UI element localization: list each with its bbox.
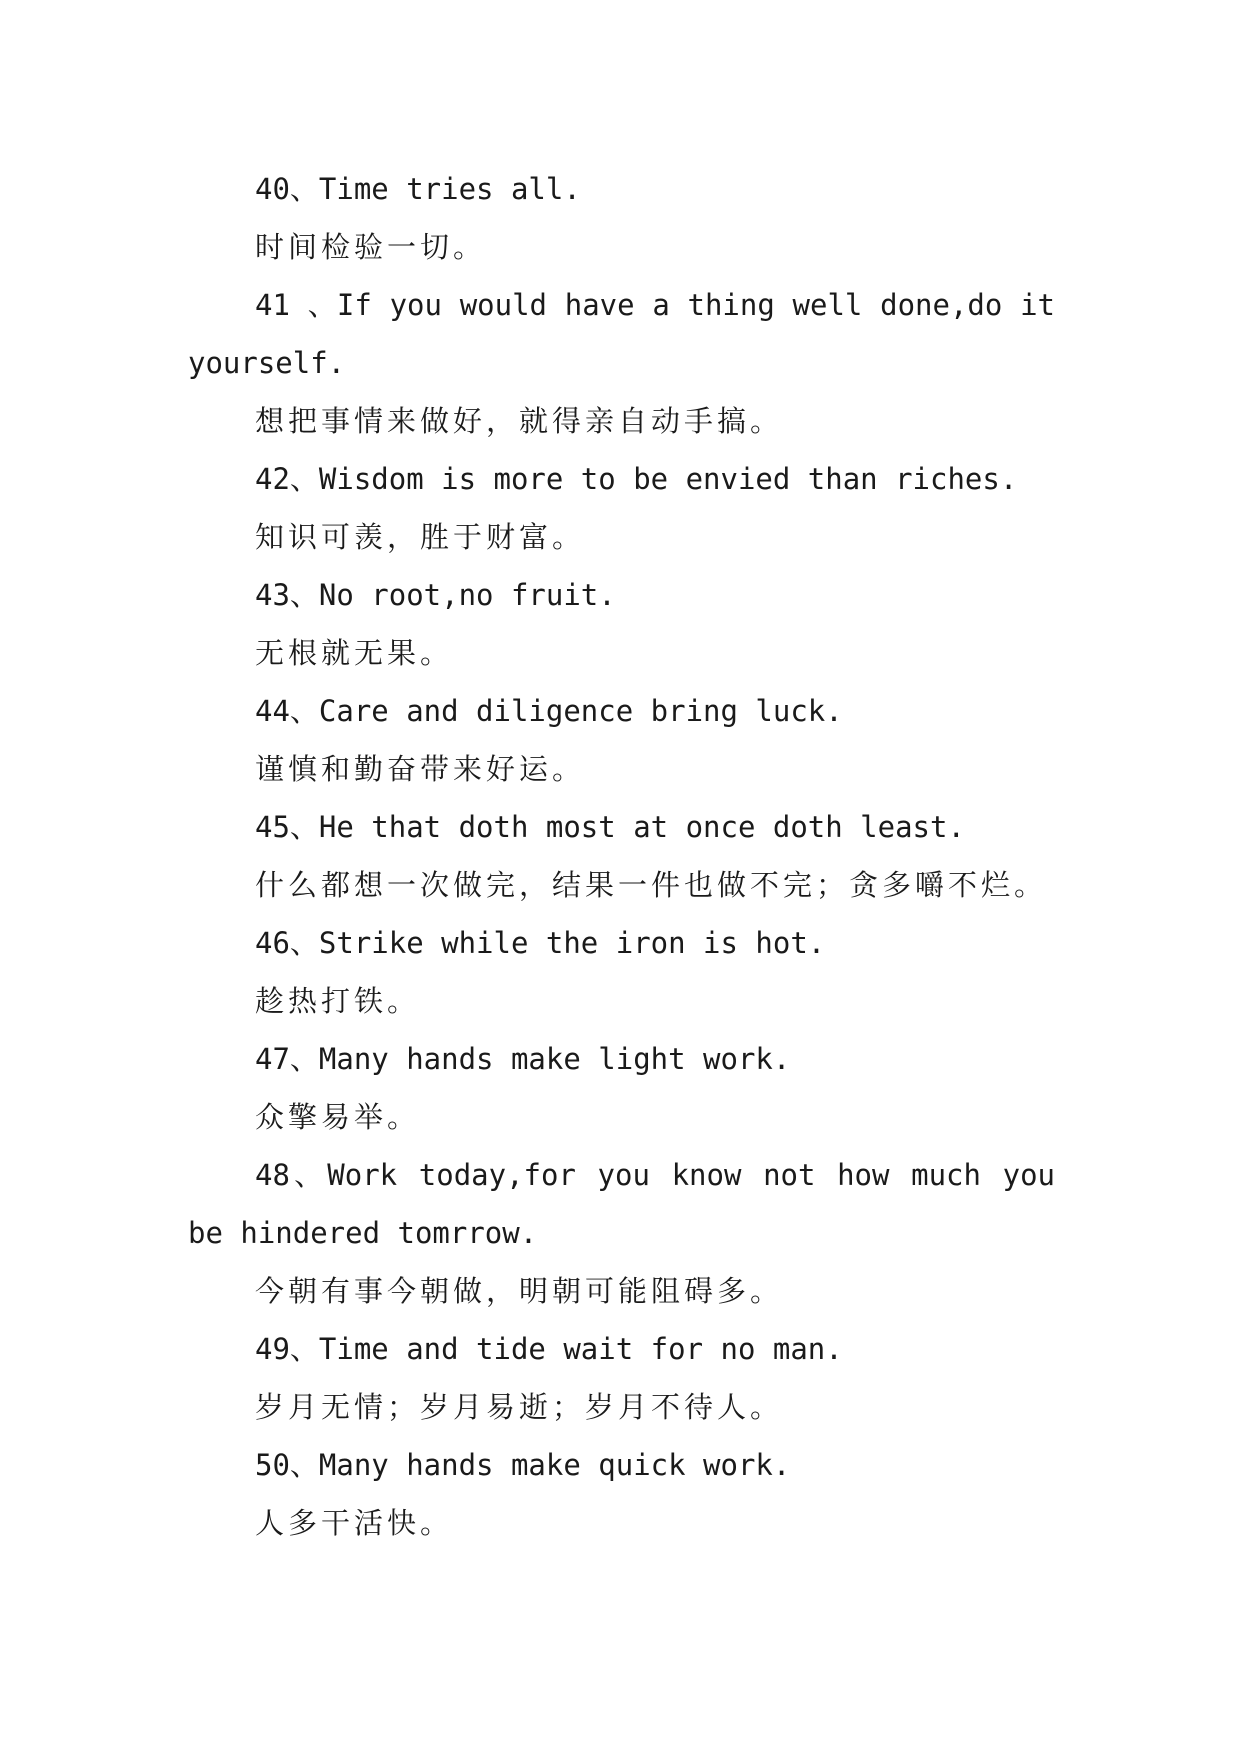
proverb-41-chinese: 想把事情来做好，就得亲自动手搞。 <box>255 404 784 438</box>
proverb-42-chinese: 知识可羡，胜于财富。 <box>255 520 586 554</box>
proverb-42-english: 42、Wisdom is more to be envied than riches. <box>255 462 1018 496</box>
proverb-40-chinese: 时间检验一切。 <box>255 230 487 264</box>
proverb-43-chinese: 无根就无果。 <box>255 636 454 670</box>
proverb-46-english: 46、Strike while the iron is hot. <box>255 926 826 960</box>
proverb-41-english-continued: yourself. <box>188 346 346 380</box>
proverb-46-chinese: 趁热打铁。 <box>255 984 421 1018</box>
proverb-47-english: 47、Many hands make light work. <box>255 1042 791 1076</box>
proverb-49-english: 49、Time and tide wait for no man. <box>255 1332 843 1366</box>
proverb-48-english: 48、Work today,for you know not how much you <box>255 1158 1055 1192</box>
proverb-50-english: 50、Many hands make quick work. <box>255 1448 791 1482</box>
proverb-list <box>0 160 1241 1552</box>
proverb-47-chinese: 众擎易举。 <box>255 1100 421 1134</box>
proverb-40-english: 40、Time tries all. <box>255 172 581 206</box>
proverb-44-english: 44、Care and diligence bring luck. <box>255 694 843 728</box>
proverb-45-english: 45、He that doth most at once doth least. <box>255 810 965 844</box>
proverb-50-chinese: 人多干活快。 <box>255 1506 454 1540</box>
proverb-48-chinese: 今朝有事今朝做，明朝可能阻碍多。 <box>255 1274 784 1308</box>
proverb-45-chinese: 什么都想一次做完，结果一件也做不完；贪多嚼不烂。 <box>255 868 1048 902</box>
proverb-44-chinese: 谨慎和勤奋带来好运。 <box>255 752 586 786</box>
proverb-49-chinese: 岁月无情；岁月易逝；岁月不待人。 <box>255 1390 784 1424</box>
proverb-43-english: 43、No root,no fruit. <box>255 578 616 612</box>
proverb-48-english-continued: be hindered tomrrow. <box>188 1216 538 1250</box>
proverb-41-english: 41 、If you would have a thing well done,do it <box>255 288 1055 322</box>
